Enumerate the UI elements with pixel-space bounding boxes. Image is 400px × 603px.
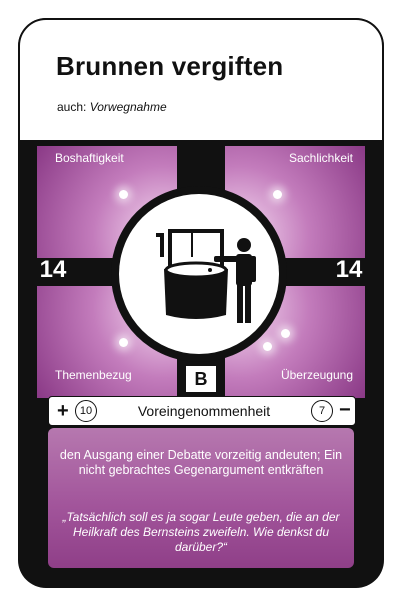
plus-icon: + xyxy=(57,400,69,422)
score-right: 14 xyxy=(335,256,363,283)
stat-dot xyxy=(263,342,272,351)
stat-label-themenbezug: Themenbezug xyxy=(55,368,132,382)
weakness-label: Voreingenommenheit xyxy=(137,403,271,419)
aka-value: Vorwegnahme xyxy=(89,100,167,114)
weakness-bar xyxy=(48,396,356,426)
stat-label-ueberzeugung: Überzeugung xyxy=(280,368,353,382)
stat-label-sachlichkeit: Sachlichkeit xyxy=(288,151,353,165)
argument-card xyxy=(18,18,384,588)
plus-value-badge: 10 xyxy=(75,400,97,422)
card-description: den Ausgang einer Debatte vorzeitig andeuten; Ein nicht gebrachtes Gegenargument entkräften xyxy=(59,448,343,477)
aka-prefix: auch: xyxy=(57,100,87,114)
minus-icon: − xyxy=(339,399,351,421)
minus-value-badge: 7 xyxy=(311,400,333,422)
card-subtitle xyxy=(57,100,167,114)
card-header xyxy=(18,18,384,142)
stat-dot xyxy=(281,329,290,338)
person-poisoning-well-icon xyxy=(142,223,262,333)
card-text-box xyxy=(48,428,354,568)
stat-dot xyxy=(273,190,282,199)
category-badge: B xyxy=(186,366,216,392)
card-title: Brunnen vergiften xyxy=(56,51,284,81)
score-left: 14 xyxy=(39,256,67,283)
card-quote: „Tatsächlich soll es ja sogar Leute geben, die an der Heilkraft des Bernsteins zweifeln. Wie denkst du darüber?“ xyxy=(62,510,340,554)
stat-label-boshaftigkeit: Boshaftigkeit xyxy=(55,151,124,165)
stat-dot xyxy=(119,190,128,199)
stat-dot xyxy=(119,338,128,347)
